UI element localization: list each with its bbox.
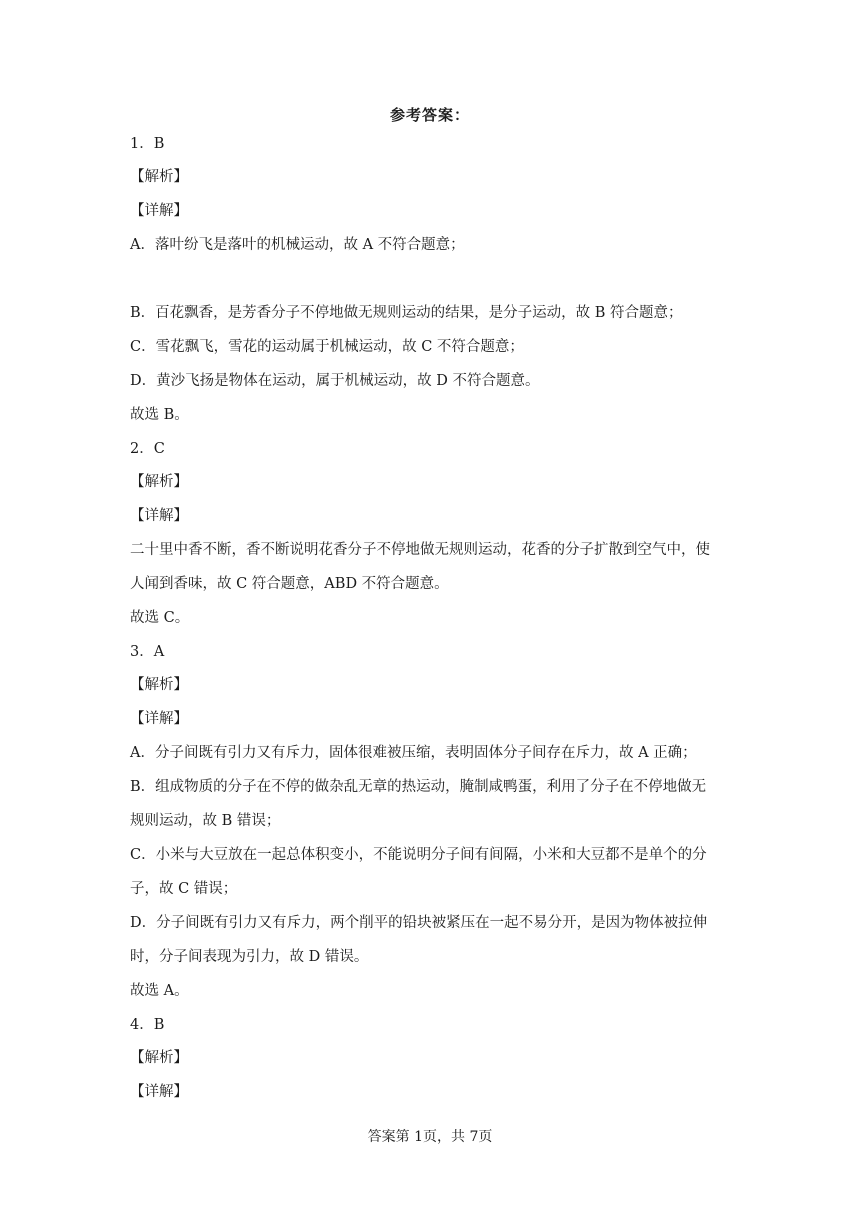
page-footer: 答案第 1页，共 7页 (367, 1129, 493, 1145)
option-explanation: D．黄沙飞扬是物体在运动，属于机械运动，故 D 不符合题意。 (130, 373, 540, 389)
detail-heading: 【详解】 (130, 508, 188, 524)
explanation-text: 人闻到香味，故 C 符合题意，ABD 不符合题意。 (130, 576, 449, 592)
answer-number: 4．B (130, 1017, 165, 1033)
explanation-text: 二十里中香不断，香不断说明花香分子不停地做无规则运动，花香的分子扩散到空气中，使 (130, 542, 710, 558)
answer-number: 2．C (130, 441, 165, 457)
detail-heading: 【详解】 (130, 711, 188, 727)
option-explanation: 时，分子间表现为引力，故 D 错误。 (130, 949, 369, 965)
option-explanation: 规则运动，故 B 错误； (130, 813, 281, 829)
analysis-heading: 【解析】 (130, 169, 188, 185)
option-explanation: B．组成物质的分子在不停的做杂乱无章的热运动，腌制咸鸭蛋，利用了分子在不停地做无 (130, 779, 707, 795)
detail-heading: 【详解】 (130, 203, 188, 219)
analysis-heading: 【解析】 (130, 474, 188, 490)
analysis-heading: 【解析】 (130, 1050, 188, 1066)
option-explanation: B．百花飘香，是芳香分子不停地做无规则运动的结果，是分子运动，故 B 符合题意； (130, 305, 683, 321)
conclusion: 故选 B。 (130, 407, 189, 423)
option-explanation: A．分子间既有引力又有斥力，固体很难被压缩，表明固体分子间存在斥力，故 A 正确； (130, 745, 697, 761)
option-explanation: C．小米与大豆放在一起总体积变小，不能说明分子间有间隔，小米和大豆都不是单个的分 (130, 847, 707, 863)
answer-number: 1．B (130, 136, 165, 152)
page-title: 参考答案： (389, 106, 470, 124)
option-explanation: 子，故 C 错误； (130, 881, 238, 897)
conclusion: 故选 A。 (130, 983, 189, 999)
answer-number: 3．A (130, 644, 165, 660)
analysis-heading: 【解析】 (130, 677, 188, 693)
conclusion: 故选 C。 (130, 610, 190, 626)
detail-heading: 【详解】 (130, 1084, 188, 1100)
option-explanation: D．分子间既有引力又有斥力，两个削平的铅块被紧压在一起不易分开，是因为物体被拉伸 (130, 915, 708, 931)
option-explanation: C．雪花飘飞，雪花的运动属于机械运动，故 C 不符合题意； (130, 339, 524, 355)
option-explanation: A．落叶纷飞是落叶的机械运动，故 A 不符合题意； (130, 237, 465, 253)
